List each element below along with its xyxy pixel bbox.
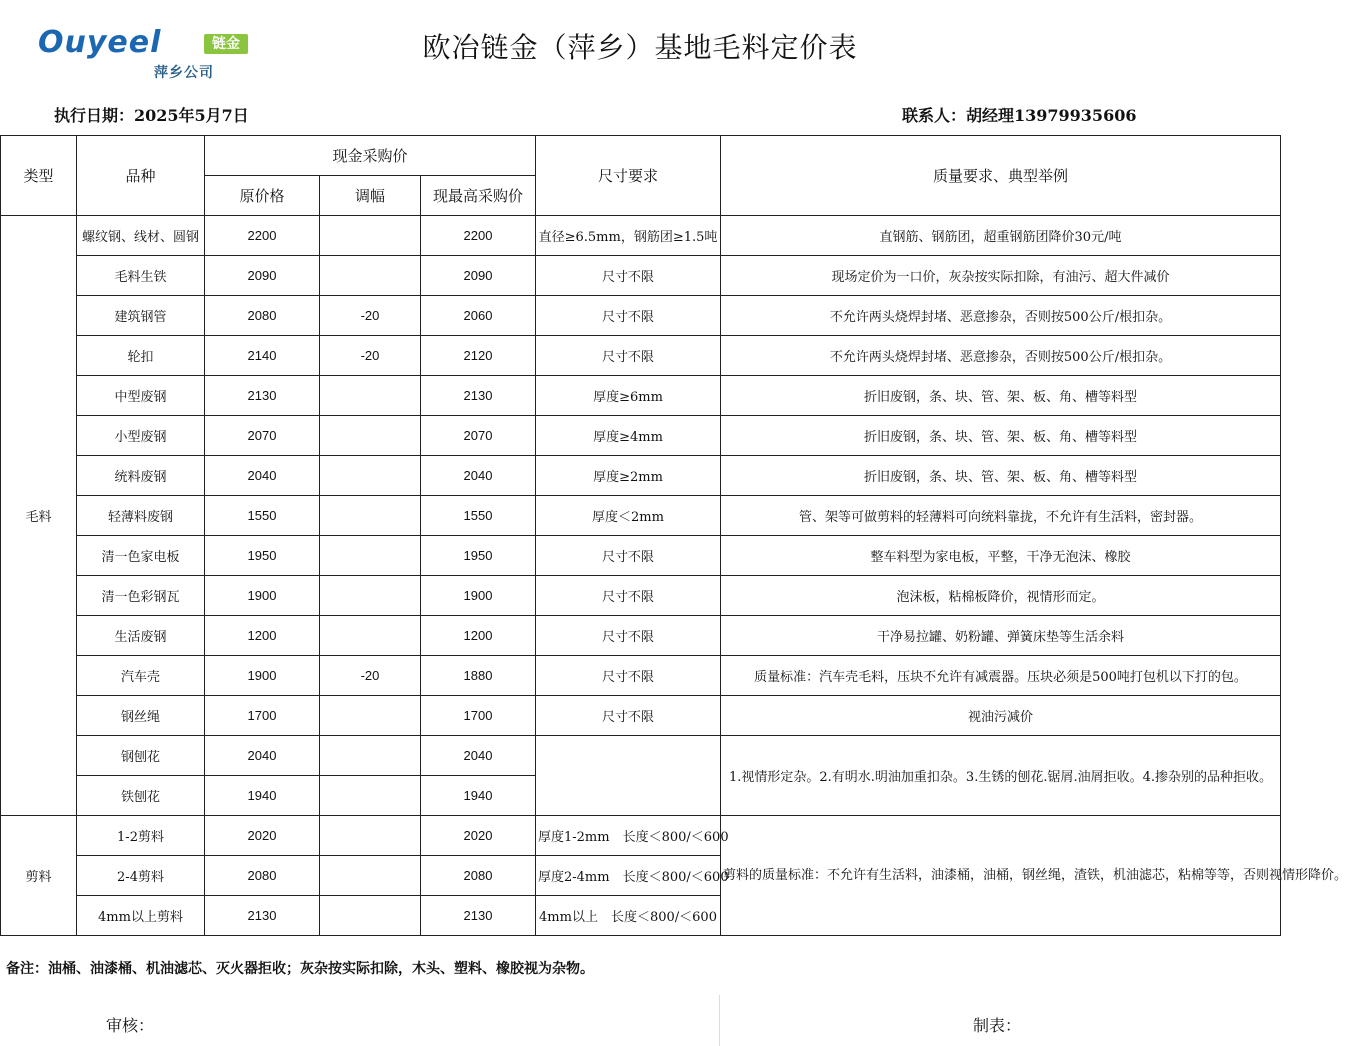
group-label-cut: 剪料 bbox=[1, 816, 77, 936]
current-price-cell: 2200 bbox=[421, 216, 536, 256]
original-price-cell: 1900 bbox=[205, 656, 320, 696]
variety-cell: 汽车壳 bbox=[77, 656, 205, 696]
size-cell: 厚度≥2mm bbox=[536, 456, 721, 496]
current-price-cell: 1940 bbox=[421, 776, 536, 816]
original-price-cell: 1550 bbox=[205, 496, 320, 536]
adjustment-cell bbox=[320, 496, 421, 536]
current-price-cell: 2040 bbox=[421, 736, 536, 776]
variety-cell: 2-4剪料 bbox=[77, 856, 205, 896]
contact-info: 联系人：胡经理13979935606 bbox=[902, 106, 1137, 125]
size-cell: 厚度1-2mm 长度＜800/＜600 bbox=[536, 816, 721, 856]
original-price-cell: 1200 bbox=[205, 616, 320, 656]
table-row bbox=[1, 656, 1281, 696]
table-row bbox=[1, 736, 1281, 776]
adjustment-cell bbox=[320, 696, 421, 736]
variety-cell: 钢丝绳 bbox=[77, 696, 205, 736]
original-price-cell: 2140 bbox=[205, 336, 320, 376]
header-cash-price: 现金采购价 bbox=[205, 136, 536, 176]
quality-cell: 整车料型为家电板，平整，干净无泡沫、橡胶 bbox=[721, 536, 1281, 576]
current-price-cell: 1550 bbox=[421, 496, 536, 536]
logo-subtitle: 萍乡公司 bbox=[154, 65, 214, 81]
adjustment-cell bbox=[320, 416, 421, 456]
variety-cell: 1-2剪料 bbox=[77, 816, 205, 856]
adjustment-cell bbox=[320, 456, 421, 496]
adjustment-cell bbox=[320, 616, 421, 656]
original-price-cell: 1940 bbox=[205, 776, 320, 816]
variety-cell: 中型废钢 bbox=[77, 376, 205, 416]
cut-quality-cell: 剪料的质量标准：不允许有生活料，油漆桶，油桶，钢丝绳，渣铁，机油滤芯，粘棉等等，否则视情形降价。 bbox=[721, 816, 1281, 936]
variety-cell: 4mm以上剪料 bbox=[77, 896, 205, 936]
table-row bbox=[1, 216, 1281, 256]
page-header bbox=[0, 0, 1280, 92]
quality-cell: 直钢筋、钢筋团，超重钢筋团降价30元/吨 bbox=[721, 216, 1281, 256]
header-quality: 质量要求、典型举例 bbox=[721, 136, 1281, 216]
variety-cell: 螺纹钢、线材、圆钢 bbox=[77, 216, 205, 256]
variety-cell: 毛料生铁 bbox=[77, 256, 205, 296]
table-row bbox=[1, 816, 1281, 856]
variety-cell: 小型废钢 bbox=[77, 416, 205, 456]
price-table bbox=[0, 135, 1347, 936]
quality-cell: 质量标准：汽车壳毛料，压块不允许有减震器。压块必须是500吨打包机以下打的包。 bbox=[721, 656, 1281, 696]
original-price-cell: 2080 bbox=[205, 296, 320, 336]
quality-cell: 管、架等可做剪料的轻薄料可向统料靠拢，不允许有生活料，密封器。 bbox=[721, 496, 1281, 536]
quality-cell: 折旧废钢，条、块、管、架、板、角、槽等料型 bbox=[721, 416, 1281, 456]
quality-cell: 干净易拉罐、奶粉罐、弹簧床垫等生活余料 bbox=[721, 616, 1281, 656]
adjustment-cell bbox=[320, 376, 421, 416]
table-row bbox=[1, 256, 1281, 296]
effective-date: 执行日期：2025年5月7日 bbox=[54, 106, 249, 125]
quality-cell: 折旧废钢，条、块、管、架、板、角、槽等料型 bbox=[721, 376, 1281, 416]
footnote: 备注：油桶、油漆桶、机油滤芯、灭火器拒收；灰杂按实际扣除，木头、塑料、橡胶视为杂物。 bbox=[6, 961, 594, 977]
page-title: 欧冶链金（萍乡）基地毛料定价表 bbox=[422, 31, 858, 64]
original-price-cell: 1900 bbox=[205, 576, 320, 616]
signature-row bbox=[0, 995, 1280, 1046]
original-price-cell: 2090 bbox=[205, 256, 320, 296]
size-cell-empty bbox=[536, 736, 721, 816]
original-price-cell: 2020 bbox=[205, 816, 320, 856]
table-row bbox=[1, 416, 1281, 456]
quality-cell: 现场定价为一口价，灰杂按实际扣除，有油污、超大件减价 bbox=[721, 256, 1281, 296]
adjustment-cell bbox=[320, 896, 421, 936]
header-adjustment: 调幅 bbox=[320, 176, 421, 216]
header-original-price: 原价格 bbox=[205, 176, 320, 216]
size-cell: 厚度≥4mm bbox=[536, 416, 721, 456]
size-cell: 厚度≥6mm bbox=[536, 376, 721, 416]
current-price-cell: 1900 bbox=[421, 576, 536, 616]
size-cell: 尺寸不限 bbox=[536, 536, 721, 576]
size-cell: 尺寸不限 bbox=[536, 656, 721, 696]
header-variety: 品种 bbox=[77, 136, 205, 216]
variety-cell: 统料废钢 bbox=[77, 456, 205, 496]
review-label: 审核： bbox=[106, 1016, 155, 1035]
current-price-cell: 1700 bbox=[421, 696, 536, 736]
current-price-cell: 1950 bbox=[421, 536, 536, 576]
quality-cell: 视油污减价 bbox=[721, 696, 1281, 736]
current-price-cell: 2080 bbox=[421, 856, 536, 896]
adjustment-cell bbox=[320, 576, 421, 616]
adjustment-cell bbox=[320, 216, 421, 256]
original-price-cell: 1700 bbox=[205, 696, 320, 736]
shavings-quality-cell: 1.视情形定杂。2.有明水.明油加重扣杂。3.生锈的刨花.锯屑.油屑拒收。4.掺杂别的品种拒收。 bbox=[721, 736, 1281, 816]
signature-divider bbox=[719, 995, 720, 1046]
current-price-cell: 2090 bbox=[421, 256, 536, 296]
original-price-cell: 2070 bbox=[205, 416, 320, 456]
size-cell: 尺寸不限 bbox=[536, 296, 721, 336]
variety-cell: 清一色彩钢瓦 bbox=[77, 576, 205, 616]
size-cell: 尺寸不限 bbox=[536, 576, 721, 616]
current-price-cell: 2120 bbox=[421, 336, 536, 376]
table-row bbox=[1, 496, 1281, 536]
prepared-by-label: 制表： bbox=[973, 1016, 1022, 1035]
logo-badge: 链金 bbox=[204, 34, 248, 54]
quality-cell: 泡沫板，粘棉板降价，视情形而定。 bbox=[721, 576, 1281, 616]
table-row bbox=[1, 616, 1281, 656]
quality-cell: 折旧废钢，条、块、管、架、板、角、槽等料型 bbox=[721, 456, 1281, 496]
original-price-cell: 2040 bbox=[205, 456, 320, 496]
size-cell: 4mm以上 长度＜800/＜600 bbox=[536, 896, 721, 936]
quality-cell: 不允许两头烧焊封堵、恶意掺杂，否则按500公斤/根扣杂。 bbox=[721, 296, 1281, 336]
current-price-cell: 2020 bbox=[421, 816, 536, 856]
adjustment-cell: -20 bbox=[320, 336, 421, 376]
table-row bbox=[1, 696, 1281, 736]
variety-cell: 清一色家电板 bbox=[77, 536, 205, 576]
size-cell: 尺寸不限 bbox=[536, 336, 721, 376]
adjustment-cell bbox=[320, 856, 421, 896]
variety-cell: 轮扣 bbox=[77, 336, 205, 376]
adjustment-cell bbox=[320, 256, 421, 296]
table-row bbox=[1, 296, 1281, 336]
size-cell: 尺寸不限 bbox=[536, 256, 721, 296]
header-current-price: 现最高采购价 bbox=[421, 176, 536, 216]
variety-cell: 建筑钢管 bbox=[77, 296, 205, 336]
adjustment-cell: -20 bbox=[320, 656, 421, 696]
original-price-cell: 2040 bbox=[205, 736, 320, 776]
variety-cell: 铁刨花 bbox=[77, 776, 205, 816]
adjustment-cell bbox=[320, 816, 421, 856]
size-cell: 厚度＜2mm bbox=[536, 496, 721, 536]
adjustment-cell bbox=[320, 536, 421, 576]
table-row bbox=[1, 336, 1281, 376]
current-price-cell: 1880 bbox=[421, 656, 536, 696]
current-price-cell: 2130 bbox=[421, 896, 536, 936]
original-price-cell: 2130 bbox=[205, 376, 320, 416]
logo-wordmark: Ouyeel bbox=[38, 25, 162, 60]
group-label-raw: 毛料 bbox=[1, 216, 77, 816]
table-row bbox=[1, 536, 1281, 576]
original-price-cell: 2080 bbox=[205, 856, 320, 896]
company-logo bbox=[38, 26, 268, 86]
size-cell: 尺寸不限 bbox=[536, 616, 721, 656]
header-size: 尺寸要求 bbox=[536, 136, 721, 216]
variety-cell: 生活废钢 bbox=[77, 616, 205, 656]
header-type: 类型 bbox=[1, 136, 77, 216]
original-price-cell: 2200 bbox=[205, 216, 320, 256]
current-price-cell: 2060 bbox=[421, 296, 536, 336]
size-cell: 厚度2-4mm 长度＜800/＜600 bbox=[536, 856, 721, 896]
original-price-cell: 2130 bbox=[205, 896, 320, 936]
current-price-cell: 2040 bbox=[421, 456, 536, 496]
current-price-cell: 1200 bbox=[421, 616, 536, 656]
adjustment-cell bbox=[320, 736, 421, 776]
size-cell: 尺寸不限 bbox=[536, 696, 721, 736]
quality-cell: 不允许两头烧焊封堵、恶意掺杂，否则按500公斤/根扣杂。 bbox=[721, 336, 1281, 376]
current-price-cell: 2130 bbox=[421, 376, 536, 416]
variety-cell: 轻薄料废钢 bbox=[77, 496, 205, 536]
table-row bbox=[1, 576, 1281, 616]
adjustment-cell: -20 bbox=[320, 296, 421, 336]
variety-cell: 钢刨花 bbox=[77, 736, 205, 776]
table-row bbox=[1, 376, 1281, 416]
current-price-cell: 2070 bbox=[421, 416, 536, 456]
table-row bbox=[1, 456, 1281, 496]
size-cell: 直径≥6.5mm，钢筋团≥1.5吨 bbox=[536, 216, 721, 256]
original-price-cell: 1950 bbox=[205, 536, 320, 576]
adjustment-cell bbox=[320, 776, 421, 816]
